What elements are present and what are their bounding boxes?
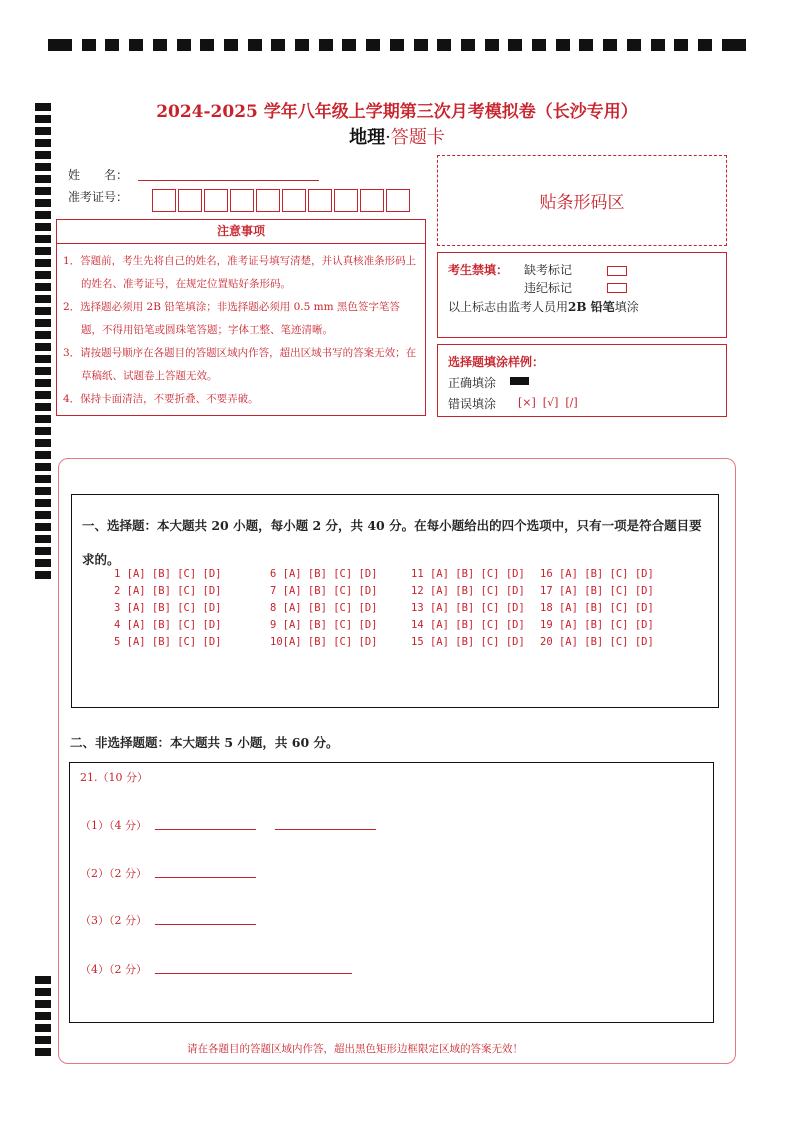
choice-row[interactable]: 15 [A] [B] [C] [D] (411, 636, 525, 648)
forbidden-label: 考生禁填： (448, 263, 509, 277)
choice-row[interactable]: 20 [A] [B] [C] [D] (540, 636, 654, 648)
notice-item: 4．保持卡面清洁，不要折叠、不要弄破。 (63, 393, 259, 405)
notice-item: 3．请按题号顺序在各题目的答题区域内作答，超出区域书写的答案无效；在草稿纸、试题卷上答题无效。 (63, 347, 417, 382)
choice-row[interactable]: 10[A] [B] [C] [D] (270, 636, 378, 648)
wrong-fill-label: 错误填涂 (448, 397, 497, 411)
choice-row[interactable]: 3 [A] [B] [C] [D] (114, 602, 222, 614)
part-2-label: （2）（2 分） (80, 867, 147, 880)
free-response-box (69, 762, 714, 1023)
sample-title: 选择题填涂样例： (448, 355, 545, 369)
part-1-label: （1）（4 分） (80, 819, 147, 832)
violation-label: 违纪标记 (524, 281, 573, 295)
correct-fill-label: 正确填涂 (448, 376, 497, 390)
absent-mark-box[interactable] (607, 266, 627, 276)
choice-row[interactable]: 6 [A] [B] [C] [D] (270, 568, 378, 580)
notice-title: 注意事项 (57, 220, 425, 244)
choice-row[interactable]: 8 [A] [B] [C] [D] (270, 602, 378, 614)
choice-row[interactable]: 4 [A] [B] [C] [D] (114, 619, 222, 631)
barcode-area: 贴条形码区 (437, 155, 727, 246)
footer-warning: 请在各题目的答题区域内作答，超出黑色矩形边框限定区域的答案无效！ (187, 1043, 523, 1055)
choice-row[interactable]: 1 [A] [B] [C] [D] (114, 568, 222, 580)
part-1-answer-line-b[interactable] (275, 829, 376, 830)
choice-row[interactable]: 16 [A] [B] [C] [D] (540, 568, 654, 580)
choice-row[interactable]: 12 [A] [B] [C] [D] (411, 585, 525, 597)
part-1-answer-line-a[interactable] (155, 829, 256, 830)
card-label: 答题卡 (390, 127, 445, 148)
part-3-label: （3）（2 分） (80, 914, 147, 927)
forbidden-note-bold: 2B 铅笔 (568, 300, 615, 314)
title-separator: · (385, 127, 391, 148)
wrong-fill-marks: [×] [√] [/] (518, 396, 578, 409)
choice-row[interactable]: 13 [A] [B] [C] [D] (411, 602, 525, 614)
subject-name: 地理 (349, 127, 386, 148)
notice-box (56, 219, 426, 416)
top-timing-marks (48, 39, 746, 51)
forbidden-note-end: 填涂 (614, 300, 639, 314)
card-title (0, 123, 794, 149)
choice-row[interactable]: 7 [A] [B] [C] [D] (270, 585, 378, 597)
violation-mark-box[interactable] (607, 283, 627, 293)
left-timing-marks-upper (35, 103, 51, 583)
choice-row[interactable]: 14 [A] [B] [C] [D] (411, 619, 525, 631)
choice-row[interactable]: 18 [A] [B] [C] [D] (540, 602, 654, 614)
notice-item: 1．答题前，考生先将自己的姓名，准考证号填写清楚，并认真核准条形码上的姓名、准考证号，在规定位置贴好条形码。 (63, 255, 417, 290)
choice-row[interactable]: 17 [A] [B] [C] [D] (540, 585, 654, 597)
choice-row[interactable]: 2 [A] [B] [C] [D] (114, 585, 222, 597)
id-number-boxes[interactable] (152, 189, 412, 212)
choice-row[interactable]: 9 [A] [B] [C] [D] (270, 619, 378, 631)
fill-sample-box (437, 344, 727, 417)
choice-section-title: 一、选择题：本大题共 20 小题，每小题 2 分，共 40 分。在每小题给出的四个选项中，只有一项是符合题目要求的。 (82, 518, 702, 567)
examinee-forbidden-box (437, 252, 727, 338)
free-response-section-title: 二、非选择题题：本大题共 5 小题，共 60 分。 (70, 735, 339, 750)
choice-row[interactable]: 11 [A] [B] [C] [D] (411, 568, 525, 580)
choice-row[interactable]: 19 [A] [B] [C] [D] (540, 619, 654, 631)
notice-item: 2．选择题必须用 2B 铅笔填涂；非选择题必须用 0.5 mm 黑色签字笔答题，不得用铅笔或圆珠笔答题；字体工整、笔迹清晰。 (63, 301, 400, 336)
exam-title: 2024-2025 学年八年级上学期第三次月考模拟卷（长沙专用） (156, 102, 638, 122)
part-2-answer-line[interactable] (155, 877, 256, 878)
absent-label: 缺考标记 (524, 263, 573, 277)
name-field[interactable] (138, 180, 319, 181)
choice-row[interactable]: 5 [A] [B] [C] [D] (114, 636, 222, 648)
name-label: 姓 名： (68, 168, 129, 182)
part-3-answer-line[interactable] (155, 924, 256, 925)
correct-fill-mark (510, 377, 529, 385)
question-21-label: 21.（10 分） (80, 771, 148, 784)
part-4-label: （4）（2 分） (80, 963, 147, 976)
part-4-answer-line[interactable] (155, 973, 352, 974)
forbidden-note: 以上标志由监考人员用 (448, 300, 569, 314)
id-label: 准考证号： (68, 190, 129, 204)
